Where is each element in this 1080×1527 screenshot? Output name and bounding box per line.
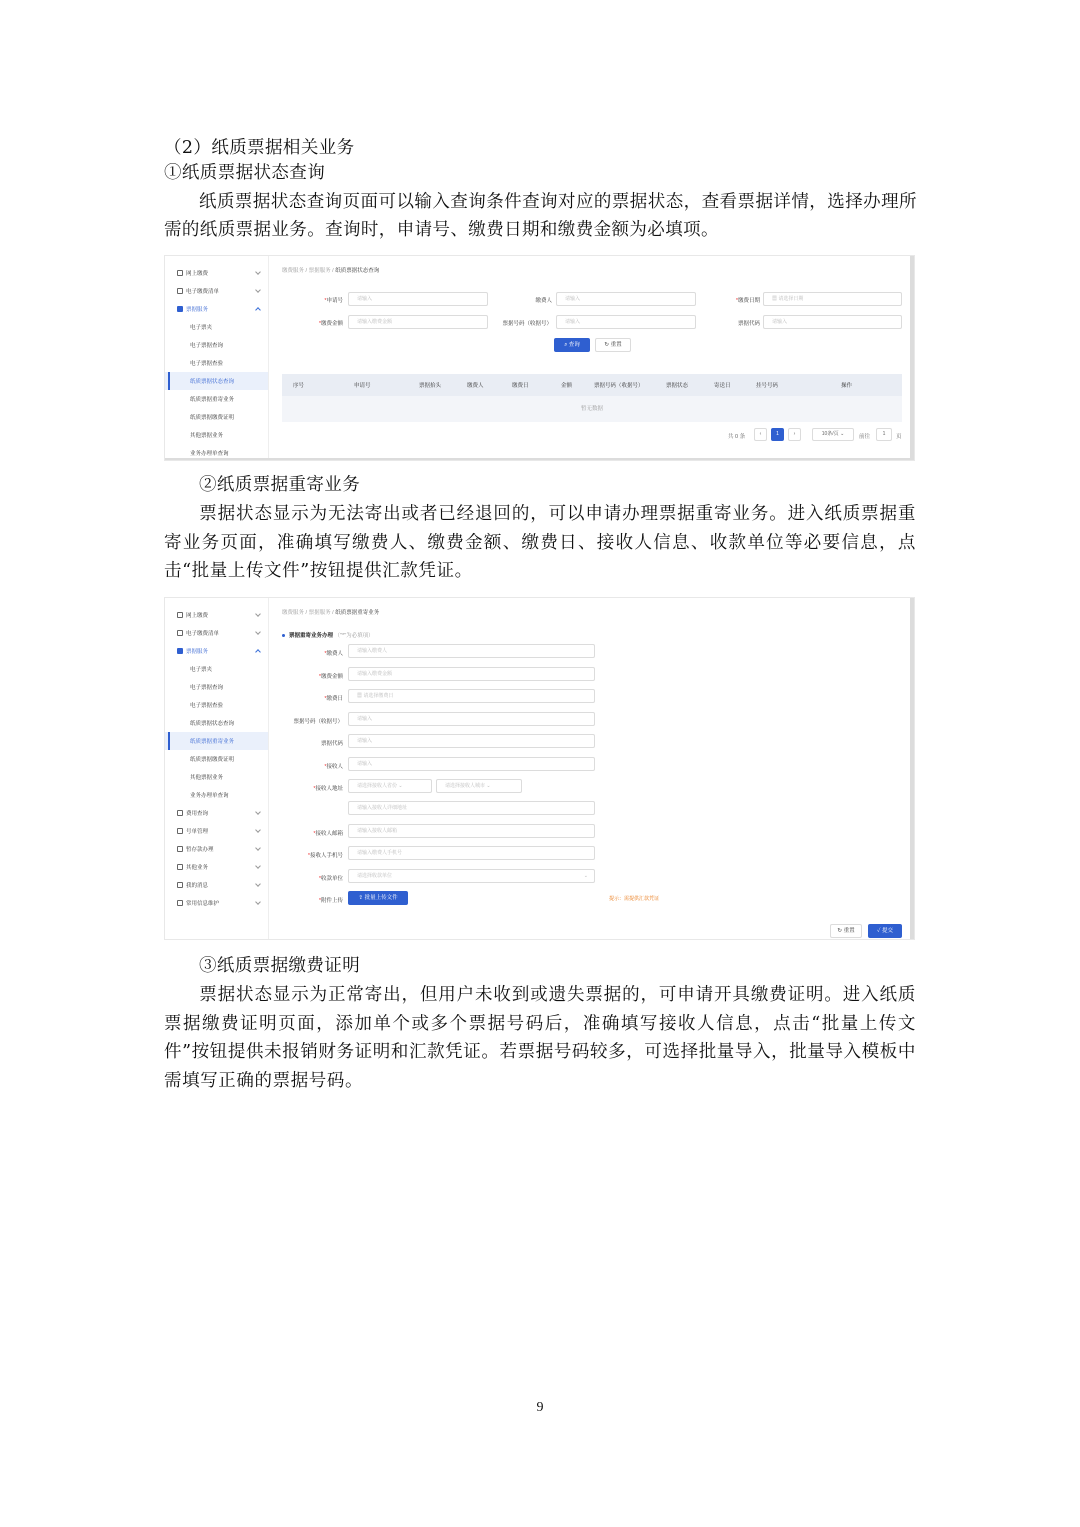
bill-no-input[interactable]: 请输入 bbox=[556, 315, 696, 329]
chevron-down-icon: ⌄ bbox=[583, 873, 588, 879]
sidebar-subitem[interactable]: 电子票夹 bbox=[190, 325, 213, 331]
sidebar-subitem[interactable]: 电子票夹 bbox=[190, 667, 213, 673]
apply-no-input[interactable]: 请输入 bbox=[348, 292, 488, 306]
chevron-down-icon: ⌄ bbox=[840, 431, 845, 437]
frame-edge bbox=[165, 458, 914, 460]
bill-code-input[interactable]: 请输入 bbox=[763, 315, 902, 329]
breadcrumb: 缴费服务 / 票据服务 / 纸质票据状态查询 bbox=[282, 268, 380, 274]
column-header: 金额 bbox=[561, 383, 573, 389]
column-header: 缴费日 bbox=[512, 383, 529, 389]
column-header: 票据号码（收据号） bbox=[594, 383, 644, 389]
subheading-resend: ②纸质票据重寄业务 bbox=[199, 475, 361, 495]
wallet-icon bbox=[177, 612, 183, 618]
chevron-left-icon: ‹ bbox=[759, 431, 762, 437]
column-header: 票据状态 bbox=[666, 383, 689, 389]
screenshot-resend bbox=[164, 597, 915, 940]
frame-edge bbox=[910, 256, 914, 460]
page-unit-label: 页 bbox=[896, 434, 902, 440]
breadcrumb-item[interactable]: 票据服务 bbox=[308, 610, 331, 616]
sidebar-item-bill-service[interactable]: 票据服务 bbox=[165, 300, 268, 318]
sidebar-item-common-info[interactable]: 常用信息维护 bbox=[165, 894, 268, 912]
sidebar-item-number-manage[interactable]: 号单管理 bbox=[165, 822, 268, 840]
chevron-down-icon bbox=[255, 611, 261, 617]
breadcrumb-item[interactable]: 缴费服务 bbox=[282, 610, 305, 616]
sidebar-item-e-list[interactable]: 电子缴费清单 bbox=[165, 282, 268, 300]
sidebar-nav bbox=[165, 598, 269, 939]
bell-icon bbox=[177, 882, 183, 888]
sidebar-subitem[interactable]: 电子票据查验 bbox=[190, 703, 224, 709]
submit-button[interactable]: ✓ 提交 bbox=[868, 924, 902, 938]
page-size-select[interactable]: 10条/页 ⌄ bbox=[812, 428, 854, 441]
batch-upload-button[interactable]: ⇪ 批量上传文件 bbox=[348, 891, 408, 905]
sidebar-item-online-pay[interactable]: 网上缴费 bbox=[165, 606, 268, 624]
pay-date-label: *缴费日期 bbox=[735, 298, 760, 304]
reset-button[interactable]: ↻ 重置 bbox=[595, 338, 631, 352]
subheading-status-query: ①纸质票据状态查询 bbox=[164, 163, 326, 183]
payer-input[interactable]: 请输入缴费人 bbox=[348, 644, 595, 658]
section-title: 票据重寄业务办理 （"*"为必填项） bbox=[282, 631, 374, 639]
sidebar-subitem[interactable]: 纸质票据缴费证明 bbox=[190, 757, 235, 763]
sidebar-item-fee-query[interactable]: 费用查询 bbox=[165, 804, 268, 822]
query-button[interactable]: ⌕ 查询 bbox=[554, 338, 590, 352]
upload-icon: ⇪ bbox=[358, 895, 365, 901]
email-label: *接收人邮箱 bbox=[313, 831, 343, 837]
address-label: *接收人地址 bbox=[313, 786, 343, 792]
field-label: *缴费金额 bbox=[318, 674, 343, 680]
chevron-up-icon bbox=[255, 307, 261, 313]
field-label: *缴费日 bbox=[324, 696, 343, 702]
refresh-icon: ↻ bbox=[837, 928, 844, 934]
breadcrumb: 缴费服务 / 票据服务 / 纸质票据重寄业务 bbox=[282, 610, 380, 616]
ticket-icon bbox=[177, 828, 183, 834]
sidebar-item-e-list[interactable]: 电子缴费清单 bbox=[165, 624, 268, 642]
unit-label: *收款单位 bbox=[318, 876, 343, 882]
wallet-icon bbox=[177, 270, 183, 276]
sidebar-subitem-active[interactable]: 纸质票据状态查询 bbox=[165, 372, 268, 390]
chevron-down-icon bbox=[255, 629, 261, 635]
sidebar-item-online-pay[interactable]: 网上缴费 bbox=[165, 264, 268, 282]
pay-date-picker[interactable]: ▦ 请选择缴费日 bbox=[348, 689, 595, 703]
table-header bbox=[282, 374, 902, 396]
bill-code-label: 票据代码 bbox=[737, 321, 760, 327]
section-heading: （2）纸质票据相关业务 bbox=[164, 138, 355, 158]
email-input[interactable]: 请输入接收人邮箱 bbox=[348, 824, 595, 838]
chevron-down-icon: ⌄ bbox=[398, 783, 403, 789]
column-header: 票据抬头 bbox=[419, 383, 442, 389]
sidebar-item-other-business[interactable]: 其他业务 bbox=[165, 858, 268, 876]
sidebar-item-deposit[interactable]: 暂存款办理 bbox=[165, 840, 268, 858]
list-icon bbox=[177, 630, 183, 636]
sidebar-subitem[interactable]: 其他票据业务 bbox=[190, 775, 224, 781]
sidebar-subitem[interactable]: 电子票据查验 bbox=[190, 361, 224, 367]
column-header: 申请号 bbox=[354, 383, 371, 389]
page-number: 9 bbox=[536, 1400, 544, 1415]
paragraph-status-query-line1: 纸质票据状态查询页面可以输入查询条件查询对应的票据状态，查看票据详情，选择办理所 bbox=[199, 192, 917, 212]
screenshot-status-query bbox=[164, 255, 915, 461]
chevron-down-icon bbox=[255, 863, 261, 869]
chevron-down-icon bbox=[255, 809, 261, 815]
next-page-button[interactable] bbox=[788, 428, 801, 441]
amount-label: *缴费金额 bbox=[318, 321, 343, 327]
subheading-payment-proof: ③纸质票据缴费证明 bbox=[199, 956, 361, 976]
column-header: 挂号号码 bbox=[756, 383, 779, 389]
bill-icon bbox=[177, 648, 183, 654]
breadcrumb-current: 纸质票据重寄业务 bbox=[335, 610, 380, 616]
sidebar-subitem[interactable]: 纸质票据重寄业务 bbox=[190, 397, 235, 403]
calendar-icon: ▦ bbox=[772, 296, 779, 302]
bill-code-input[interactable]: 请输入 bbox=[348, 734, 595, 748]
sidebar-item-messages[interactable]: 我的消息 bbox=[165, 876, 268, 894]
table-empty: 暂无数据 bbox=[282, 396, 902, 422]
upload-label: *附件上传 bbox=[318, 898, 343, 904]
payer-label: 缴费人 bbox=[535, 298, 552, 304]
chevron-down-icon bbox=[255, 845, 261, 851]
breadcrumb-item[interactable]: 缴费服务 bbox=[282, 268, 305, 274]
breadcrumb-current: 纸质票据状态查询 bbox=[335, 268, 380, 274]
search-icon bbox=[177, 810, 183, 816]
sidebar-nav bbox=[165, 256, 269, 460]
chevron-down-icon bbox=[255, 287, 261, 293]
field-label: *接收人 bbox=[324, 764, 343, 770]
apply-no-label: *申请号 bbox=[324, 298, 343, 304]
receiver-input[interactable]: 请输入 bbox=[348, 757, 595, 771]
unit-select[interactable]: 请选择收款单位 ⌄ bbox=[348, 869, 595, 883]
reset-button[interactable]: ↻ 重置 bbox=[830, 924, 862, 938]
column-header: 寄送日 bbox=[714, 383, 731, 389]
sidebar-subitem[interactable]: 其他票据业务 bbox=[190, 433, 224, 439]
city-select[interactable]: 请选择接收人城市 ⌄ bbox=[436, 779, 522, 793]
pay-date-picker[interactable]: ▦ 请选择日期 bbox=[763, 292, 902, 306]
calendar-icon: ▦ bbox=[357, 693, 364, 699]
deposit-icon bbox=[177, 846, 183, 852]
field-label: 票据号码（收据号） bbox=[293, 719, 343, 725]
bill-no-input[interactable]: 请输入 bbox=[348, 712, 595, 726]
check-icon: ✓ bbox=[876, 928, 883, 934]
chevron-down-icon bbox=[255, 269, 261, 275]
amount-input[interactable]: 请输入缴费金额 bbox=[348, 315, 488, 329]
paragraph-status-query-line2: 需的纸质票据业务。查询时，申请号、缴费日期和缴费金额为必填项。 bbox=[164, 220, 719, 240]
pager-total: 共 0 条 bbox=[728, 434, 746, 440]
chevron-down-icon bbox=[255, 881, 261, 887]
frame-edge bbox=[910, 598, 914, 939]
phone-label: *接收人手机号 bbox=[307, 853, 343, 859]
column-header: 序号 bbox=[293, 383, 305, 389]
goto-page-input[interactable]: 1 bbox=[876, 428, 892, 441]
list-icon bbox=[177, 288, 183, 294]
field-label: 票据代码 bbox=[320, 741, 343, 747]
province-select[interactable]: 请选择接收人省份 ⌄ bbox=[348, 779, 432, 793]
section-note: （"*"为必填项） bbox=[334, 633, 374, 639]
goto-label: 前往 bbox=[859, 434, 871, 440]
chevron-down-icon bbox=[255, 827, 261, 833]
field-label: *缴费人 bbox=[324, 651, 343, 657]
bill-icon bbox=[177, 306, 183, 312]
phone-input[interactable]: 请输入缴费人手机号 bbox=[348, 846, 595, 860]
chevron-down-icon bbox=[255, 899, 261, 905]
user-icon bbox=[177, 900, 183, 906]
paragraph-resend: 票据状态显示为无法寄出或者已经退回的，可以申请办理票据重寄业务。进入纸质票据重寄业务页面，准确填写缴费人、缴费金额、缴费日、接收人信息、收款单位等必要信息，点击“批量上传文件”按钮提供汇款凭证。 bbox=[164, 504, 916, 582]
prev-page-button[interactable] bbox=[754, 428, 767, 441]
column-header: 操作 bbox=[841, 383, 853, 389]
bill-no-label: 票据号码（收据号） bbox=[502, 321, 552, 327]
payer-input[interactable]: 请输入 bbox=[556, 292, 696, 306]
sidebar-subitem[interactable]: 纸质票据状态查询 bbox=[190, 721, 235, 727]
refresh-icon: ↻ bbox=[604, 342, 611, 348]
address-detail-input[interactable]: 请输入接收人详细地址 bbox=[348, 801, 595, 815]
upload-tip: 提示：需提供汇款凭证 bbox=[609, 896, 660, 902]
grid-icon bbox=[177, 864, 183, 870]
sidebar-subitem[interactable]: 电子票据查询 bbox=[190, 685, 224, 691]
sidebar-subitem[interactable]: 业务办理单查询 bbox=[190, 793, 229, 799]
chevron-right-icon: › bbox=[793, 431, 796, 437]
sidebar-subitem-active[interactable]: 纸质票据重寄业务 bbox=[165, 732, 268, 750]
page-number-button[interactable]: 1 bbox=[771, 428, 784, 441]
search-icon: ⌕ bbox=[564, 342, 569, 348]
chevron-up-icon bbox=[255, 649, 261, 655]
breadcrumb-item[interactable]: 票据服务 bbox=[308, 268, 331, 274]
paragraph-payment-proof: 票据状态显示为正常寄出，但用户未收到或遗失票据的，可申请开具缴费证明。进入纸质票据缴费证明页面，添加单个或多个票据号码后，准确填写接收人信息，点击“批量上传文件”按钮提供未报销财务证明和汇款凭证。若票据号码较多，可选择批量导入，批量导入模板中需填写正确的票据号码。 bbox=[164, 985, 916, 1091]
sidebar-item-bill-service[interactable]: 票据服务 bbox=[165, 642, 268, 660]
sidebar-subitem[interactable]: 业务办理单查询 bbox=[190, 451, 229, 457]
column-header: 缴费人 bbox=[467, 383, 484, 389]
sidebar-subitem[interactable]: 电子票据查询 bbox=[190, 343, 224, 349]
amount-input[interactable]: 请输入缴费金额 bbox=[348, 667, 595, 681]
sidebar-subitem[interactable]: 纸质票据缴费证明 bbox=[190, 415, 235, 421]
chevron-down-icon: ⌄ bbox=[486, 783, 491, 789]
